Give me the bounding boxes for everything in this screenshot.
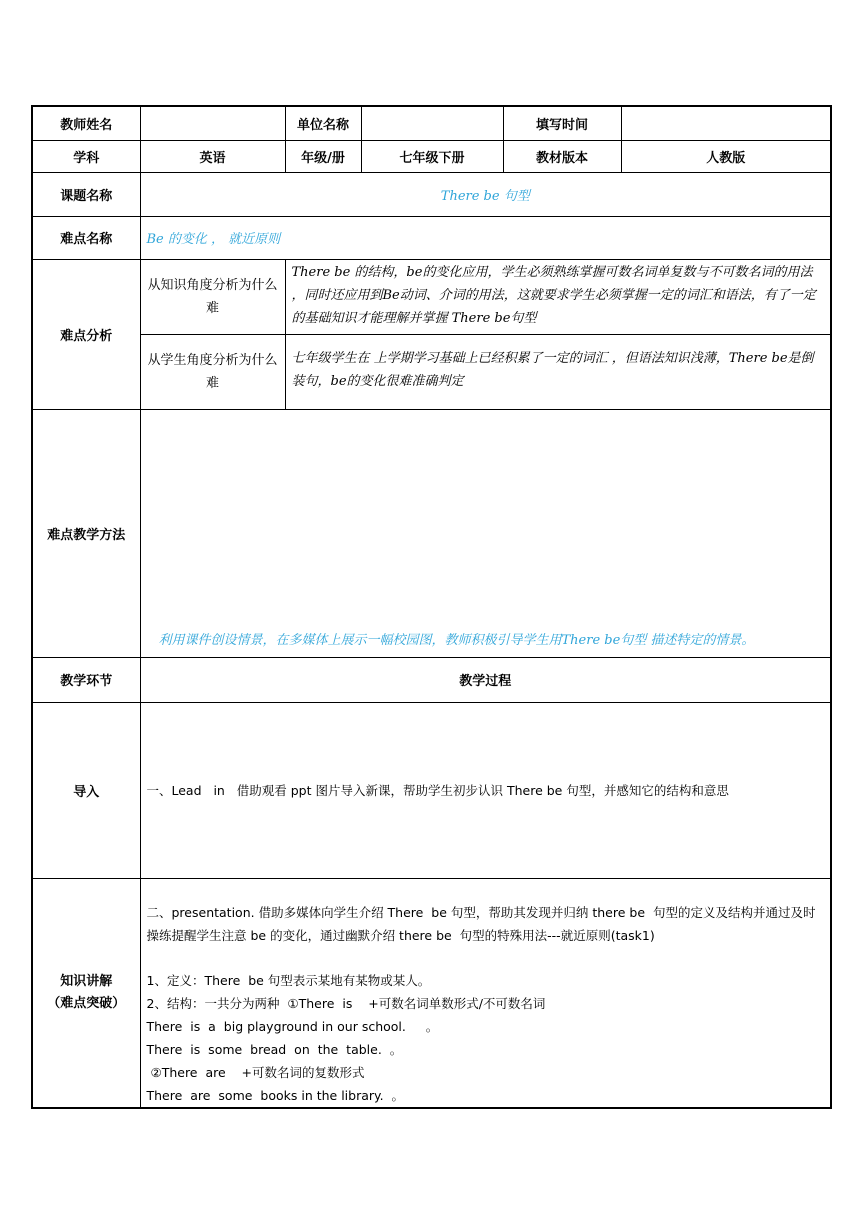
lecture-line: ②There are +可数名词的复数形式	[146, 1064, 365, 1080]
edition-label: 教材版本	[503, 140, 621, 172]
intro-text: 一、Lead in 借助观看 ppt 图片导入新课，帮助学生初步认识 There be 句型，并感知它的结构和意思	[140, 702, 831, 878]
difficulty-value: Be 的变化 ， 就近原则	[140, 216, 831, 259]
unit-name-value[interactable]	[361, 106, 503, 140]
lecture-line: 2、结构：一共分为两种 ①There is +可数名词单数形式/不可数名词	[146, 995, 546, 1011]
lecture-line: There is some bread on the table. 。	[146, 1041, 403, 1057]
edition-value: 人教版	[621, 140, 831, 172]
teacher-name-value[interactable]	[140, 106, 285, 140]
unit-name-label: 单位名称	[285, 106, 361, 140]
lesson-plan-table	[31, 105, 832, 1109]
lecture-line: There are some books in the library. 。	[146, 1087, 405, 1103]
teacher-name-label: 教师姓名	[32, 106, 140, 140]
analysis-label: 难点分析	[32, 259, 140, 409]
topic-label: 课题名称	[32, 172, 140, 216]
fill-date-label: 填写时间	[503, 106, 621, 140]
grade-label: 年级/册	[285, 140, 361, 172]
fill-date-value[interactable]	[621, 106, 831, 140]
lecture-paragraph: 二、presentation. 借助多媒体向学生介绍 There be 句型，帮助其发现并归纳 there be 句型的定义及结构并通过及时操练提醒学生注意 be 的变化，通过幽默介绍 there be 句型的特殊用法---就近原则(task1)	[146, 904, 816, 943]
method-text: 利用课件创设情景，在多媒体上展示一幅校园图，教师积极引导学生用There be句型 描述特定的情景。	[140, 409, 831, 657]
student-angle-text: 七年级学生在 上学期学习基础上已经积累了一定的词汇 ，但语法知识浅薄，There be是倒装句，be的变化很难准确判定	[285, 334, 831, 409]
intro-label: 导入	[32, 702, 140, 878]
stage-header: 教学环节	[32, 657, 140, 702]
lecture-content	[140, 878, 831, 1108]
lecture-line: There is a big playground in our school. 。	[146, 1018, 439, 1034]
student-angle-label: 从学生角度分析为什么难	[140, 334, 285, 409]
difficulty-label: 难点名称	[32, 216, 140, 259]
subject-label: 学科	[32, 140, 140, 172]
knowledge-angle-text: There be 的结构，be的变化应用，学生必须熟练掌握可数名词单复数与不可数名词的用法 ，同时还应用到Be动词、介词的用法，这就要求学生必须掌握一定的词汇和语法，有了一定的基础知识才能理解并掌握 There be句型	[285, 259, 831, 334]
spacer	[147, 947, 825, 969]
grade-value: 七年级下册	[361, 140, 503, 172]
lecture-label: 知识讲解 （难点突破）	[32, 878, 140, 1108]
knowledge-angle-label: 从知识角度分析为什么难	[140, 259, 285, 334]
method-label: 难点教学方法	[32, 409, 140, 657]
lecture-line: 1、定义：There be 句型表示某地有某物或某人。	[146, 972, 431, 988]
topic-value: There be 句型	[140, 172, 831, 216]
subject-value: 英语	[140, 140, 285, 172]
lesson-plan-form	[31, 105, 830, 1109]
process-header: 教学过程	[140, 657, 831, 702]
